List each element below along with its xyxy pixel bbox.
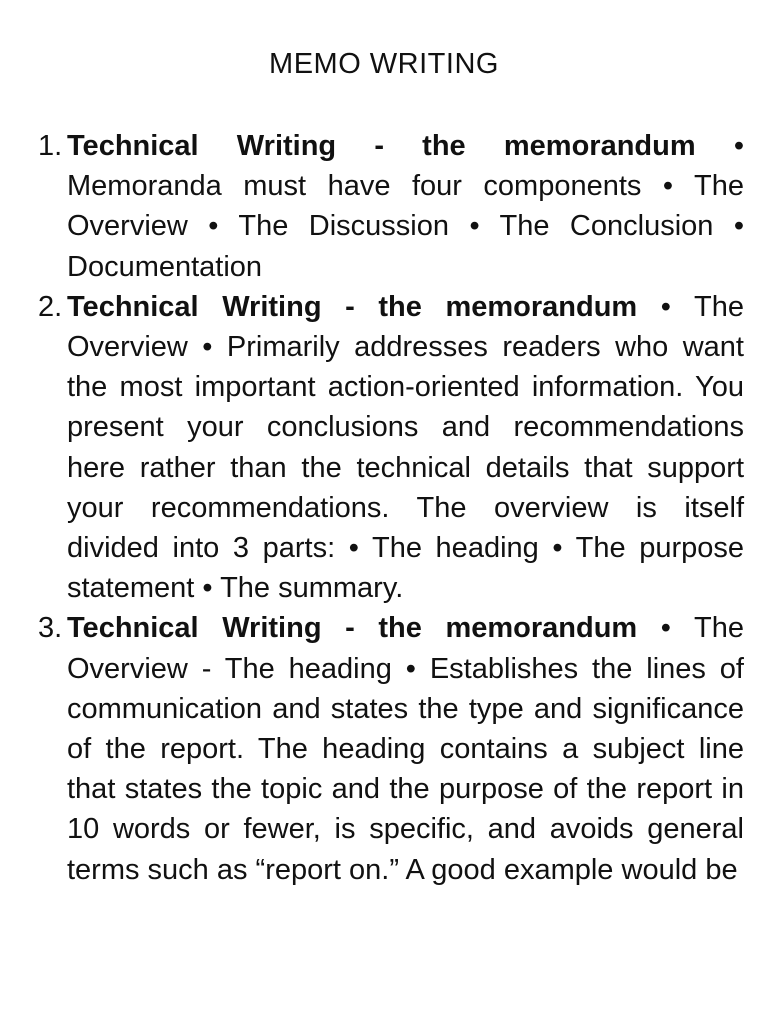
list-item-body: • Memoranda must have four components • The Overview • The Discussion • The Conclusion • Documentation — [67, 130, 744, 283]
page-title: MEMO WRITING — [269, 48, 499, 80]
list-item-heading: Technical Writing - the memorandum — [67, 130, 696, 162]
list-item-body: • The Overview • Primarily addresses readers who want the most important action-oriented information. You present your conclusions and recommendations here rather than the technical details that support your recommendations. The overview is itself divided into 3 parts: • The heading • The purpose statement • The summary. — [67, 290, 744, 605]
list-item — [38, 608, 744, 889]
list-item-heading: Technical Writing - the memorandum — [67, 612, 638, 645]
list-item — [38, 126, 744, 287]
list-item-number: 3. — [38, 612, 63, 645]
list-item-heading: Technical Writing - the memorandum — [67, 290, 638, 323]
list-item-number: 2. — [38, 290, 63, 323]
numbered-list — [38, 126, 744, 890]
list-item-body: • The Overview - The heading • Establishes the lines of communication and states the type and significance of the report. The heading contains a subject line that states the topic and the purpose of the report in 10 words or fewer, is specific, and avoids general terms such as “report on.” A good example would be — [67, 612, 744, 886]
list-item-number: 1. — [38, 130, 63, 162]
list-item — [38, 287, 744, 609]
